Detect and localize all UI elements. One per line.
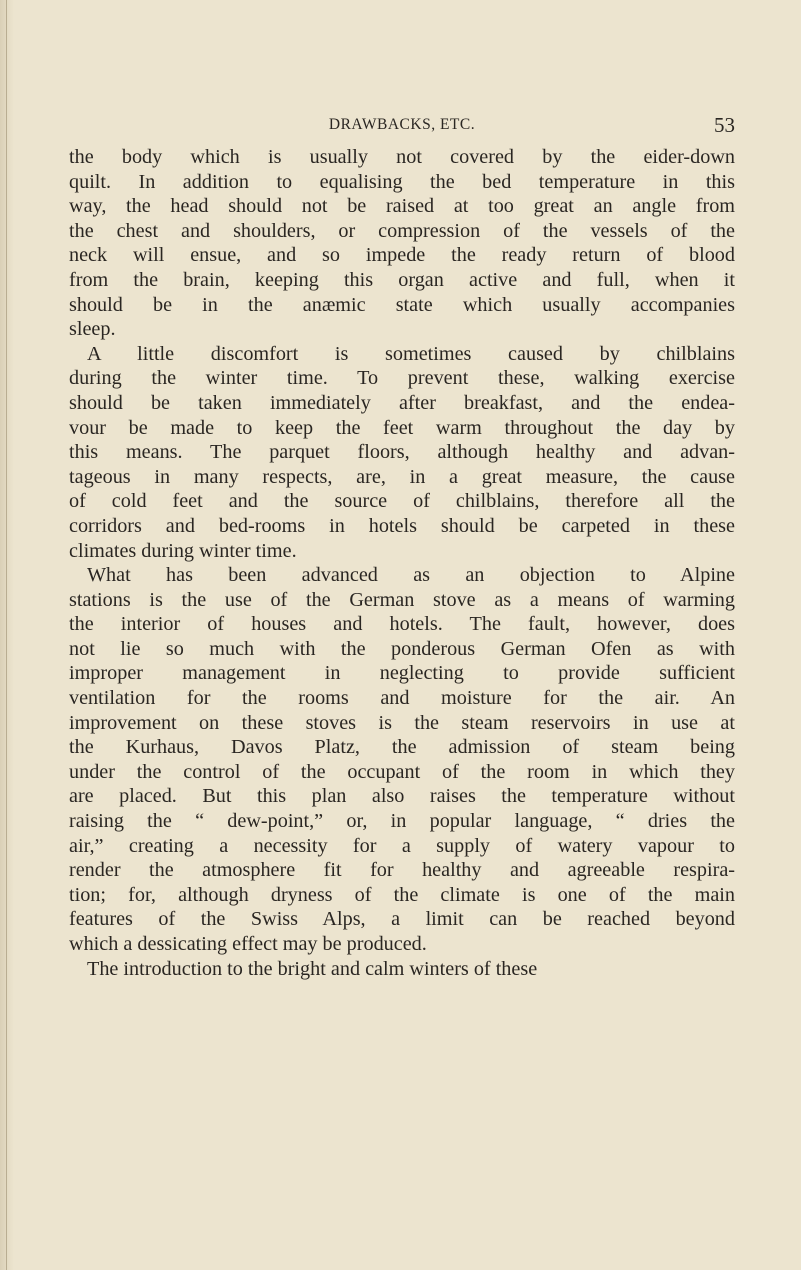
paragraph-end-line: which a dessicating effect may be produced. <box>69 933 427 955</box>
text-line: during the winter time. To prevent these, walking exercise <box>69 367 735 390</box>
paragraph-end-line: sleep. <box>69 318 116 341</box>
text-line: tageous in many respects, are, in a great measure, the cause <box>69 465 735 488</box>
text-line: stations is the use of the German stove as a means of warming <box>69 588 735 611</box>
text-line: should be taken immediately after breakfast, and the endea- <box>69 391 735 414</box>
text-line: of cold feet and the source of chilblains, therefore all the <box>69 490 735 513</box>
text-line: the chest and shoulders, or compression of the vessels of the <box>69 219 735 242</box>
text-line: should be in the anæmic state which usually accompanies <box>69 293 735 316</box>
text-line: render the atmosphere fit for healthy and agreeable respira- <box>69 859 735 882</box>
text-line: this means. The parquet floors, although healthy and advan- <box>69 441 735 464</box>
gutter-line <box>6 0 7 1270</box>
text-line: improper management in neglecting to provide sufficient <box>69 662 735 685</box>
text-line: are placed. But this plan also raises the temperature without <box>69 785 735 808</box>
text-line: air,” creating a necessity for a supply of watery vapour to <box>69 834 735 857</box>
body-text <box>69 145 735 981</box>
text-line: corridors and bed-rooms in hotels should be carpeted in these <box>69 514 735 537</box>
text-line: ventilation for the rooms and moisture for the air. An <box>69 687 735 710</box>
page-edge <box>0 0 14 1270</box>
text-line: improvement on these stoves is the steam reservoirs in use at <box>69 711 735 734</box>
paragraph-start-line: What has been advanced as an objection to Alpine <box>87 564 735 587</box>
running-title: DRAWBACKS, ETC. <box>328 116 476 133</box>
text-line: not lie so much with the ponderous German Ofen as with <box>69 637 735 660</box>
running-head <box>69 113 735 140</box>
text-line: neck will ensue, and so impede the ready return of blood <box>69 244 735 267</box>
paragraph-start-line: A little discomfort is sometimes caused by chilblains <box>87 342 735 365</box>
text-line: the Kurhaus, Davos Platz, the admission of steam being <box>69 736 735 759</box>
text-line: features of the Swiss Alps, a limit can be reached beyond <box>69 908 735 931</box>
text-line: way, the head should not be raised at too great an angle from <box>69 195 735 218</box>
text-line: under the control of the occupant of the room in which they <box>69 760 735 783</box>
text-line: raising the “ dew-point,” or, in popular language, “ dries the <box>69 810 735 833</box>
text-line: the body which is usually not covered by the eider-down <box>69 146 735 168</box>
text-line: the interior of houses and hotels. The fault, however, does <box>69 613 735 636</box>
page-number: 53 <box>714 113 735 137</box>
text-line: tion; for, although dryness of the climate is one of the main <box>69 883 735 906</box>
paragraph-start-line: The introduction to the bright and calm winters of these <box>87 957 538 980</box>
text-line: vour be made to keep the feet warm throughout the day by <box>69 416 735 439</box>
paragraph-end-line: climates during winter time. <box>69 539 297 562</box>
text-line: quilt. In addition to equalising the bed temperature in this <box>69 170 735 193</box>
text-line: from the brain, keeping this organ active and full, when it <box>69 268 735 291</box>
